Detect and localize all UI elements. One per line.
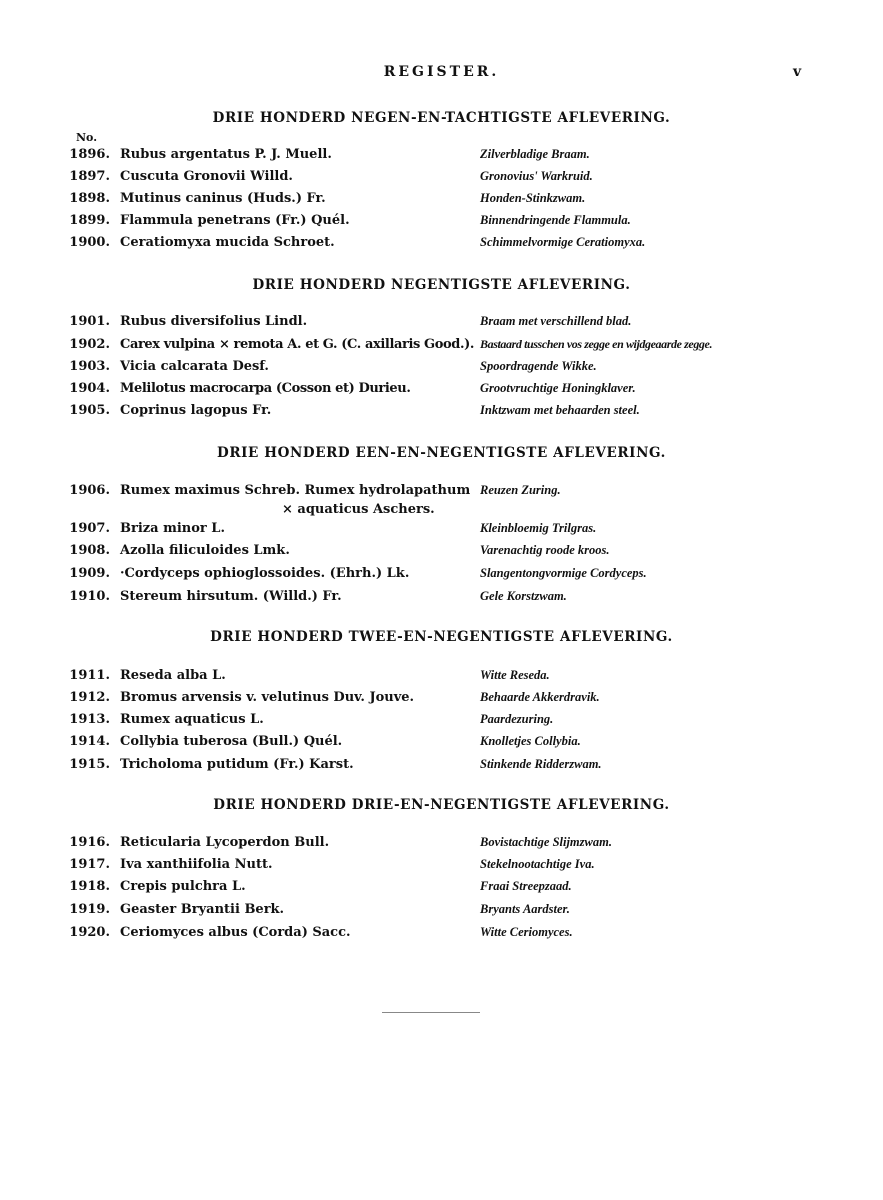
section-heading: DRIE HONDERD EEN-EN-NEGENTIGSTE AFLEVERING. [217, 445, 666, 461]
entry-number: 1915. [69, 757, 110, 772]
entry-latin-name: Bromus arvensis v. velutinus Duv. Jouve. [120, 690, 415, 705]
entry-number: 1918. [69, 879, 110, 894]
entry-number: 1914. [69, 734, 110, 749]
entry-dutch-name: Gele Korstzwam. [480, 589, 567, 603]
entry-latin-name: Reseda alba L. [120, 668, 226, 683]
register-entry [0, 902, 883, 926]
section-heading: DRIE HONDERD TWEE-EN-NEGENTIGSTE AFLEVERING. [210, 629, 673, 645]
entry-dutch-name: Inktzwam met behaarden steel. [480, 403, 640, 417]
register-entry [0, 213, 883, 237]
entry-latin-name: ·Cordyceps ophioglossoides. (Ehrh.) Lk. [120, 566, 410, 581]
closing-rule [382, 1012, 480, 1013]
entry-latin-name: Iva xanthiifolia Nutt. [120, 857, 273, 872]
register-entry [0, 589, 883, 613]
entry-dutch-name: Grootvruchtige Honingklaver. [480, 381, 636, 395]
register-entry [0, 668, 883, 692]
register-entry [0, 925, 883, 949]
entry-dutch-name: Witte Ceriomyces. [480, 925, 573, 939]
entry-latin-name: Rumex maximus Schreb. Rumex hydrolapathum [120, 483, 471, 498]
register-entry [0, 314, 883, 338]
entry-dutch-name: Slangentongvormige Cordyceps. [480, 566, 647, 580]
section-heading: DRIE HONDERD NEGEN-EN-TACHTIGSTE AFLEVERING. [212, 110, 671, 126]
entry-number: 1898. [69, 191, 110, 206]
entry-latin-name: Ceriomyces albus (Corda) Sacc. [120, 925, 351, 940]
entry-latin-name: Rubus argentatus P. J. Muell. [120, 147, 332, 162]
entry-latin-name: Flammula penetrans (Fr.) Quél. [120, 213, 350, 228]
entry-dutch-name: Behaarde Akkerdravik. [480, 690, 600, 704]
entry-dutch-name: Kleinbloemig Trilgras. [480, 521, 597, 535]
entry-latin-name: Carex vulpina × remota A. et G. (C. axillaris Good.). [120, 337, 474, 352]
register-entry [0, 191, 883, 215]
register-entry [0, 835, 883, 859]
page-number: v [793, 64, 802, 80]
entry-dutch-name: Gronovius' Warkruid. [480, 169, 593, 183]
register-entry [0, 359, 883, 383]
entry-latin-name: Rubus diversifolius Lindl. [120, 314, 308, 329]
entry-number: 1916. [69, 835, 110, 850]
section-heading: DRIE HONDERD DRIE-EN-NEGENTIGSTE AFLEVERING. [213, 797, 670, 813]
register-entry [0, 857, 883, 881]
entry-number: 1906. [69, 483, 110, 498]
entry-dutch-name: Zilverbladige Braam. [480, 147, 590, 161]
entry-number: 1909. [69, 566, 110, 581]
entry-latin-name: Rumex aquaticus L. [120, 712, 264, 727]
register-entry [0, 690, 883, 714]
entry-number: 1904. [69, 381, 110, 396]
entry-latin-name: Ceratiomyxa mucida Schroet. [120, 235, 335, 250]
register-entry [0, 521, 883, 545]
entry-number: 1907. [69, 521, 110, 536]
register-entry [0, 543, 883, 567]
entry-number: 1920. [69, 925, 110, 940]
entry-dutch-name: Spoordragende Wikke. [480, 359, 597, 373]
entry-dutch-name: Bryants Aardster. [480, 902, 570, 916]
entry-number: 1902. [69, 337, 110, 352]
register-entry [0, 169, 883, 193]
register-entry [0, 566, 883, 590]
section-heading: DRIE HONDERD NEGENTIGSTE AFLEVERING. [252, 277, 631, 293]
entry-latin-name: Vicia calcarata Desf. [120, 359, 269, 374]
entry-number: 1901. [69, 314, 110, 329]
entry-number: 1913. [69, 712, 110, 727]
number-column-label: No. [76, 131, 98, 144]
register-entry [0, 147, 883, 171]
register-entry [0, 235, 883, 259]
entry-number: 1899. [69, 213, 110, 228]
register-entry [0, 337, 883, 361]
entry-dutch-name: Varenachtig roode kroos. [480, 543, 610, 557]
running-title: REGISTER. [383, 64, 500, 80]
entry-dutch-name: Bastaard tusschen vos zegge en wijdgeaarde zegge. [480, 337, 713, 351]
register-entry [0, 734, 883, 758]
entry-latin-name: Collybia tuberosa (Bull.) Quél. [120, 734, 343, 749]
entry-latin-name-continuation: × aquaticus Aschers. [282, 502, 435, 517]
entry-dutch-name: Schimmelvormige Ceratiomyxa. [480, 235, 646, 249]
entry-number: 1897. [69, 169, 110, 184]
entry-dutch-name: Honden-Stinkzwam. [480, 191, 586, 205]
register-entry [0, 381, 883, 405]
entry-latin-name: Tricholoma putidum (Fr.) Karst. [120, 757, 354, 772]
entry-number: 1911. [69, 668, 110, 683]
entry-number: 1903. [69, 359, 110, 374]
entry-number: 1896. [69, 147, 110, 162]
entry-latin-name: Briza minor L. [120, 521, 225, 536]
entry-dutch-name: Braam met verschillend blad. [480, 314, 632, 328]
entry-latin-name: Crepis pulchra L. [120, 879, 246, 894]
entry-latin-name: Geaster Bryantii Berk. [120, 902, 285, 917]
entry-number: 1919. [69, 902, 110, 917]
entry-number: 1908. [69, 543, 110, 558]
entry-dutch-name: Paardezuring. [480, 712, 554, 726]
entry-number: 1910. [69, 589, 110, 604]
register-entry [0, 712, 883, 736]
entry-dutch-name: Stekelnootachtige Iva. [480, 857, 595, 871]
entry-latin-name: Reticularia Lycoperdon Bull. [120, 835, 330, 850]
entry-dutch-name: Knolletjes Collybia. [480, 734, 581, 748]
entry-number: 1900. [69, 235, 110, 250]
register-entry [0, 879, 883, 903]
entry-dutch-name: Bovistachtige Slijmzwam. [480, 835, 612, 849]
entry-number: 1905. [69, 403, 110, 418]
entry-dutch-name: Reuzen Zuring. [480, 483, 561, 497]
entry-dutch-name: Fraai Streepzaad. [480, 879, 572, 893]
register-entry [0, 757, 883, 781]
entry-latin-name: Cuscuta Gronovii Willd. [120, 169, 293, 184]
entry-dutch-name: Stinkende Ridderzwam. [480, 757, 602, 771]
entry-latin-name: Azolla filiculoides Lmk. [120, 543, 290, 558]
entry-dutch-name: Binnendringende Flammula. [480, 213, 631, 227]
entry-latin-name: Melilotus macrocarpa (Cosson et) Durieu. [120, 381, 411, 396]
register-entry [0, 483, 883, 525]
entry-number: 1917. [69, 857, 110, 872]
entry-latin-name: Mutinus caninus (Huds.) Fr. [120, 191, 326, 206]
entry-latin-name: Coprinus lagopus Fr. [120, 403, 272, 418]
entry-latin-name: Stereum hirsutum. (Willd.) Fr. [120, 589, 342, 604]
entry-dutch-name: Witte Reseda. [480, 668, 550, 682]
register-entry [0, 403, 883, 427]
entry-number: 1912. [69, 690, 110, 705]
